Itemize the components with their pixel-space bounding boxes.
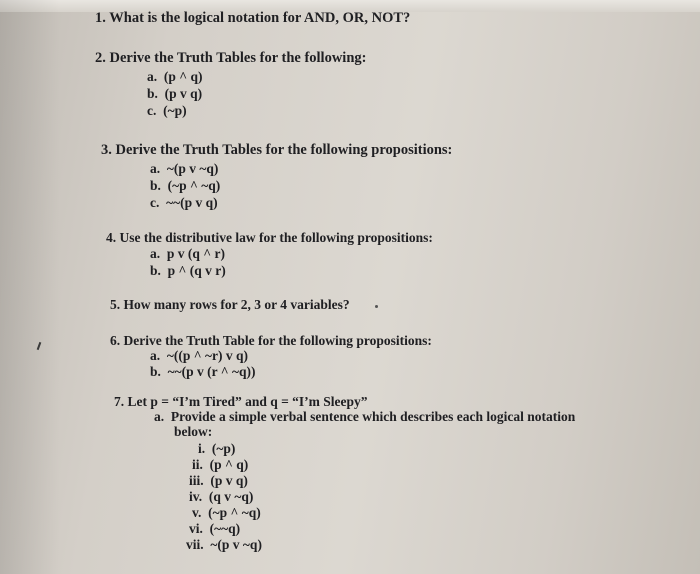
question-2a: a. (p ^ q) [147, 69, 203, 84]
question-4b: b. p ^ (q v r) [150, 263, 226, 278]
question-1: 1. What is the logical notation for AND, OR, NOT? [95, 10, 411, 26]
question-7-item-iv: iv. (q v ~q) [189, 489, 254, 504]
question-3a: a. ~(p v ~q) [150, 161, 219, 176]
question-6: 6. Derive the Truth Table for the following propositions: [110, 333, 432, 348]
question-7-item-iii: iii. (p v q) [189, 473, 248, 488]
question-3: 3. Derive the Truth Tables for the following propositions: [101, 142, 453, 158]
question-4: 4. Use the distributive law for the following propositions: [106, 230, 433, 245]
question-5: 5. How many rows for 2, 3 or 4 variables? [110, 297, 350, 312]
page-shadow [0, 0, 60, 574]
question-2: 2. Derive the Truth Tables for the following: [95, 50, 367, 66]
question-7-item-i: i. (~p) [198, 441, 236, 456]
question-7-item-v: v. (~p ^ ~q) [192, 505, 261, 520]
question-6a: a. ~((p ^ ~r) v q) [150, 348, 249, 363]
question-7-item-ii: ii. (p ^ q) [192, 457, 249, 472]
question-4a: a. p v (q ^ r) [150, 246, 225, 261]
question-7-item-vii: vii. ~(p v ~q) [186, 537, 262, 552]
question-3c: c. ~~(p v q) [150, 195, 218, 210]
question-7: 7. Let p = “I’m Tired” and q = “I’m Sleepy” [114, 394, 368, 409]
question-3b: b. (~p ^ ~q) [150, 178, 221, 193]
question-7a: a. Provide a simple verbal sentence which describes each logical notation [154, 409, 576, 424]
pencil-dot [375, 305, 378, 308]
question-2c: c. (~p) [147, 103, 187, 118]
question-7a-continued: below: [174, 424, 213, 439]
question-6b: b. ~~(p v (r ^ ~q)) [150, 364, 256, 379]
question-2b: b. (p v q) [147, 86, 203, 101]
question-7-item-vi: vi. (~~q) [189, 521, 241, 536]
